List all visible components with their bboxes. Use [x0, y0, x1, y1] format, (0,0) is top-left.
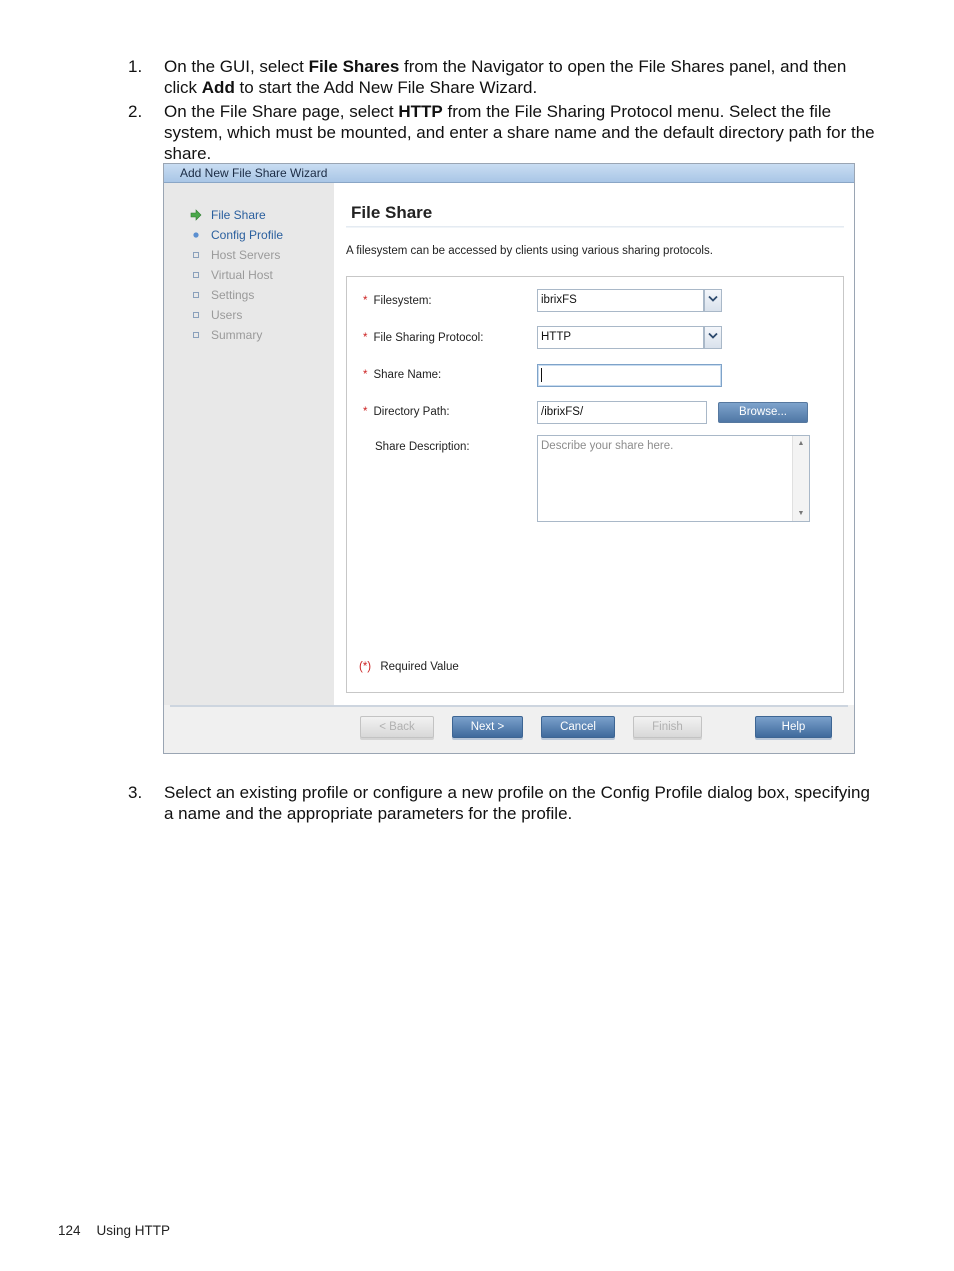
- description-placeholder: Describe your share here.: [541, 440, 674, 452]
- step-number: 2.: [128, 102, 143, 121]
- required-marker: *: [363, 369, 368, 381]
- share-name-label: * Share Name:: [363, 369, 442, 381]
- next-button[interactable]: Next >: [452, 716, 523, 738]
- arrow-right-icon: [190, 209, 202, 221]
- square-bullet-icon: [190, 249, 202, 261]
- step-number: 3.: [128, 783, 143, 802]
- page-title: File Share: [351, 203, 433, 222]
- browse-button[interactable]: Browse...: [718, 402, 808, 423]
- title-divider: [346, 226, 844, 228]
- step-text: On the File Share page, select HTTP from the File Sharing Protocol menu. Select the file system, which must be mounted, and enter a share name and the default directory path for the share.: [164, 102, 875, 163]
- required-marker: *: [363, 295, 368, 307]
- filesystem-value: ibrixFS: [537, 289, 704, 312]
- filesystem-select[interactable]: [537, 289, 722, 312]
- share-description-textarea[interactable]: [537, 435, 810, 522]
- section-name: Using HTTP: [96, 1223, 171, 1238]
- required-marker: *: [363, 406, 368, 418]
- square-bullet-icon: [190, 329, 202, 341]
- wizard-title-bar: [164, 164, 854, 183]
- required-value-note: (*) Required Value: [359, 661, 459, 673]
- filesystem-label: * Filesystem:: [363, 295, 432, 307]
- scroll-down-icon[interactable]: ▼: [797, 510, 805, 517]
- text-caret: [541, 368, 542, 382]
- step-number: 1.: [128, 57, 143, 76]
- directory-path-input[interactable]: /ibrixFS/: [537, 401, 707, 424]
- required-marker: *: [363, 332, 368, 344]
- description-scrollbar[interactable]: [792, 436, 809, 521]
- intro-text: A filesystem can be accessed by clients using various sharing protocols.: [346, 245, 713, 257]
- step-text: On the GUI, select File Shares from the Navigator to open the File Shares panel, and then click Add to start the Add New File Share Wizard.: [164, 57, 847, 97]
- square-bullet-icon: [190, 269, 202, 281]
- add-file-share-wizard: [163, 163, 855, 754]
- bullet-icon: [190, 229, 202, 241]
- share-description-label: Share Description:: [375, 441, 470, 453]
- protocol-label: * File Sharing Protocol:: [363, 332, 484, 344]
- directory-path-label: * Directory Path:: [363, 406, 450, 418]
- chevron-down-icon[interactable]: [704, 326, 722, 349]
- help-button[interactable]: Help: [755, 716, 832, 738]
- chevron-down-icon[interactable]: [704, 289, 722, 312]
- page-footer: [58, 1223, 170, 1238]
- finish-button[interactable]: Finish: [633, 716, 702, 738]
- step-text: Select an existing profile or configure a new profile on the Config Profile dialog box, specifying a name and the appropriate parameters for the profile.: [164, 783, 870, 823]
- cancel-button[interactable]: Cancel: [541, 716, 615, 738]
- share-name-input[interactable]: [537, 364, 722, 387]
- wizard-title: Add New File Share Wizard: [180, 166, 328, 180]
- square-bullet-icon: [190, 289, 202, 301]
- square-bullet-icon: [190, 309, 202, 321]
- back-button[interactable]: < Back: [360, 716, 434, 738]
- file-share-form: [346, 276, 844, 693]
- page-number: 124: [58, 1223, 81, 1238]
- wizard-content: [334, 183, 854, 705]
- scroll-up-icon[interactable]: ▲: [797, 440, 805, 447]
- wizard-navigator: File Share Config Profile Host Servers Virtual Host Settings Users Summary: [164, 183, 334, 705]
- protocol-select[interactable]: [537, 326, 722, 349]
- protocol-value: HTTP: [537, 326, 704, 349]
- footer-divider: [170, 705, 848, 707]
